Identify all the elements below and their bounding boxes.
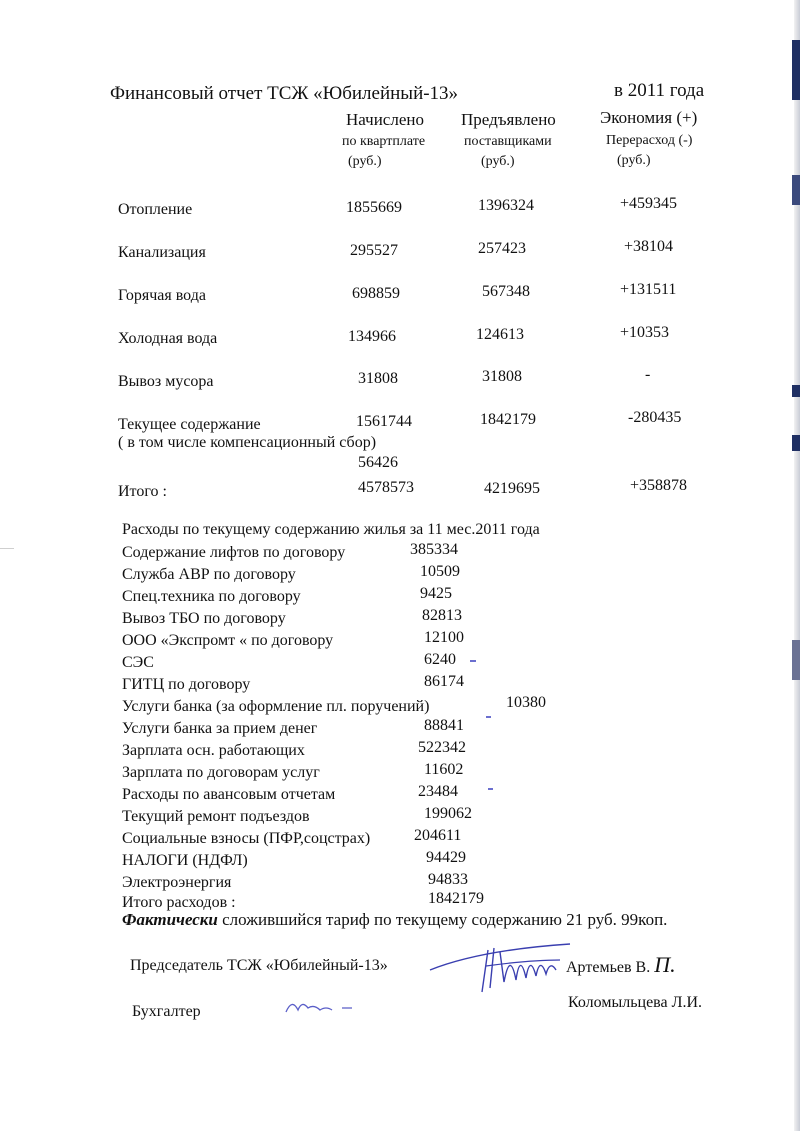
tariff-text: сложившийся тариф по текущему содержанию 21 руб. 99коп. — [217, 910, 668, 929]
row-heating-charged: 1855669 — [346, 199, 402, 216]
expense-item-value: 23484 — [418, 783, 458, 800]
row-hot-water-billed: 567348 — [482, 283, 530, 300]
col-charged-subtitle: по квартплате — [342, 134, 426, 149]
row-maintenance-note-value: 56426 — [358, 454, 398, 471]
col-saving-unit: (руб.) — [617, 153, 651, 168]
row-cold-water-billed: 124613 — [476, 326, 524, 343]
expenses-title: Расходы по текущему содержанию жилья за 11 мес.2011 года — [122, 521, 540, 538]
scan-fold-mark — [0, 548, 14, 549]
expense-item-value: 10380 — [506, 694, 546, 711]
row-cold-water-saving: +10353 — [620, 324, 670, 341]
expense-item-name: Услуги банка (за оформление пл. поручений) — [122, 698, 430, 715]
expense-item-name: Зарплата по договорам услуг — [122, 764, 320, 781]
scan-edge-mark — [792, 385, 800, 397]
expenses-total-name: Итого расходов : — [122, 894, 236, 911]
expense-item-name: Вывоз ТБО по договору — [122, 610, 286, 627]
expense-item-name: Текущий ремонт подъездов — [122, 808, 310, 825]
tariff-emphasis: Фактически — [122, 910, 218, 929]
chairman-surname: Артемьев В. — [566, 959, 651, 976]
scan-edge-mark — [792, 435, 800, 451]
pen-mark — [486, 716, 491, 718]
expense-item-value: 94833 — [428, 871, 468, 888]
report-title: Финансовый отчет ТСЖ «Юбилейный-13» — [110, 83, 459, 104]
chairman-label: Председатель ТСЖ «Юбилейный-13» — [130, 957, 388, 974]
col-billed-title: Предъявлено — [461, 110, 556, 129]
col-billed-subtitle: поставщиками — [464, 134, 552, 149]
pen-mark — [470, 660, 476, 662]
row-maintenance-name: Текущее содержание — [118, 416, 261, 433]
expenses-total-value: 1842179 — [428, 890, 484, 907]
chairman-name — [566, 952, 676, 978]
col-saving-title: Экономия (+) — [600, 108, 698, 127]
pen-mark — [488, 788, 493, 790]
accountant-signature — [282, 994, 382, 1020]
row-garbage-billed: 31808 — [482, 368, 522, 385]
expense-item-value: 86174 — [424, 673, 464, 690]
expense-item-value: 522342 — [418, 739, 466, 756]
row-total-name: Итого : — [118, 483, 167, 500]
row-maintenance-saving: -280435 — [628, 409, 682, 426]
expense-item-value: 10509 — [420, 563, 460, 580]
row-hot-water-saving: +131511 — [620, 281, 677, 298]
row-cold-water-name: Холодная вода — [118, 330, 218, 347]
expense-item-name: Услуги банка за прием денег — [122, 720, 318, 737]
row-sewage-billed: 257423 — [478, 240, 526, 257]
row-sewage-charged: 295527 — [350, 242, 398, 259]
col-charged-unit: (руб.) — [348, 154, 382, 169]
scan-edge-mark — [792, 40, 800, 100]
row-maintenance-billed: 1842179 — [480, 411, 536, 428]
expense-item-value: 94429 — [426, 849, 466, 866]
col-billed-unit: (руб.) — [481, 154, 515, 169]
row-hot-water-name: Горячая вода — [118, 287, 206, 304]
expense-item-value: 11602 — [424, 761, 464, 778]
report-title-year: в 2011 года — [614, 80, 705, 101]
row-maintenance-charged: 1561744 — [356, 413, 412, 430]
expense-item-value: 385334 — [410, 541, 458, 558]
scan-edge-mark — [792, 640, 800, 680]
expense-item-name: НАЛОГИ (НДФЛ) — [122, 852, 248, 869]
row-sewage-name: Канализация — [118, 244, 206, 261]
expense-item-name: Социальные взносы (ПФР,соцстрах) — [122, 830, 371, 847]
row-heating-name: Отопление — [118, 201, 193, 218]
expense-item-value: 82813 — [422, 607, 462, 624]
expense-item-value: 88841 — [424, 717, 464, 734]
expense-item-value: 12100 — [424, 629, 464, 646]
expense-item-name: Зарплата осн. работающих — [122, 742, 305, 759]
expense-item-name: Содержание лифтов по договору — [122, 544, 346, 561]
chairman-signature — [420, 930, 580, 1000]
row-cold-water-charged: 134966 — [348, 328, 396, 345]
scan-smudge — [480, 86, 610, 104]
chairman-initial: П. — [654, 952, 676, 977]
col-charged-title: Начислено — [346, 110, 424, 129]
row-garbage-charged: 31808 — [358, 370, 398, 387]
row-hot-water-charged: 698859 — [352, 285, 400, 302]
expense-item-name: Расходы по авансовым отчетам — [122, 786, 336, 803]
expense-item-value: 9425 — [420, 585, 452, 602]
row-heating-billed: 1396324 — [478, 197, 534, 214]
scan-edge — [794, 0, 800, 1131]
row-heating-saving: +459345 — [620, 195, 678, 212]
row-garbage-name: Вывоз мусора — [118, 373, 214, 390]
expense-item-value: 6240 — [424, 651, 456, 668]
accountant-name: Коломыльцева Л.И. — [568, 994, 703, 1011]
expense-item-name: Служба АВР по договору — [122, 566, 296, 583]
expense-item-name: ООО «Экспромт « по договору — [122, 632, 334, 649]
row-sewage-saving: +38104 — [624, 238, 674, 255]
accountant-label: Бухгалтер — [132, 1003, 201, 1020]
row-total-billed: 4219695 — [484, 480, 540, 497]
expense-item-name: Электроэнергия — [122, 874, 232, 891]
tariff-line — [122, 910, 667, 930]
row-total-charged: 4578573 — [358, 479, 414, 496]
scan-edge-mark — [792, 175, 800, 205]
row-maintenance-note: ( в том числе компенсационный сбор) — [118, 434, 377, 451]
expense-item-value: 199062 — [424, 805, 472, 822]
expense-item-name: СЭС — [122, 654, 154, 671]
expense-item-name: Спец.техника по договору — [122, 588, 301, 605]
expense-item-value: 204611 — [414, 827, 462, 844]
row-total-saving: +358878 — [630, 477, 688, 494]
col-saving-subtitle: Перерасход (-) — [606, 133, 693, 148]
expense-item-name: ГИТЦ по договору — [122, 676, 251, 693]
row-garbage-saving: - — [645, 366, 651, 383]
